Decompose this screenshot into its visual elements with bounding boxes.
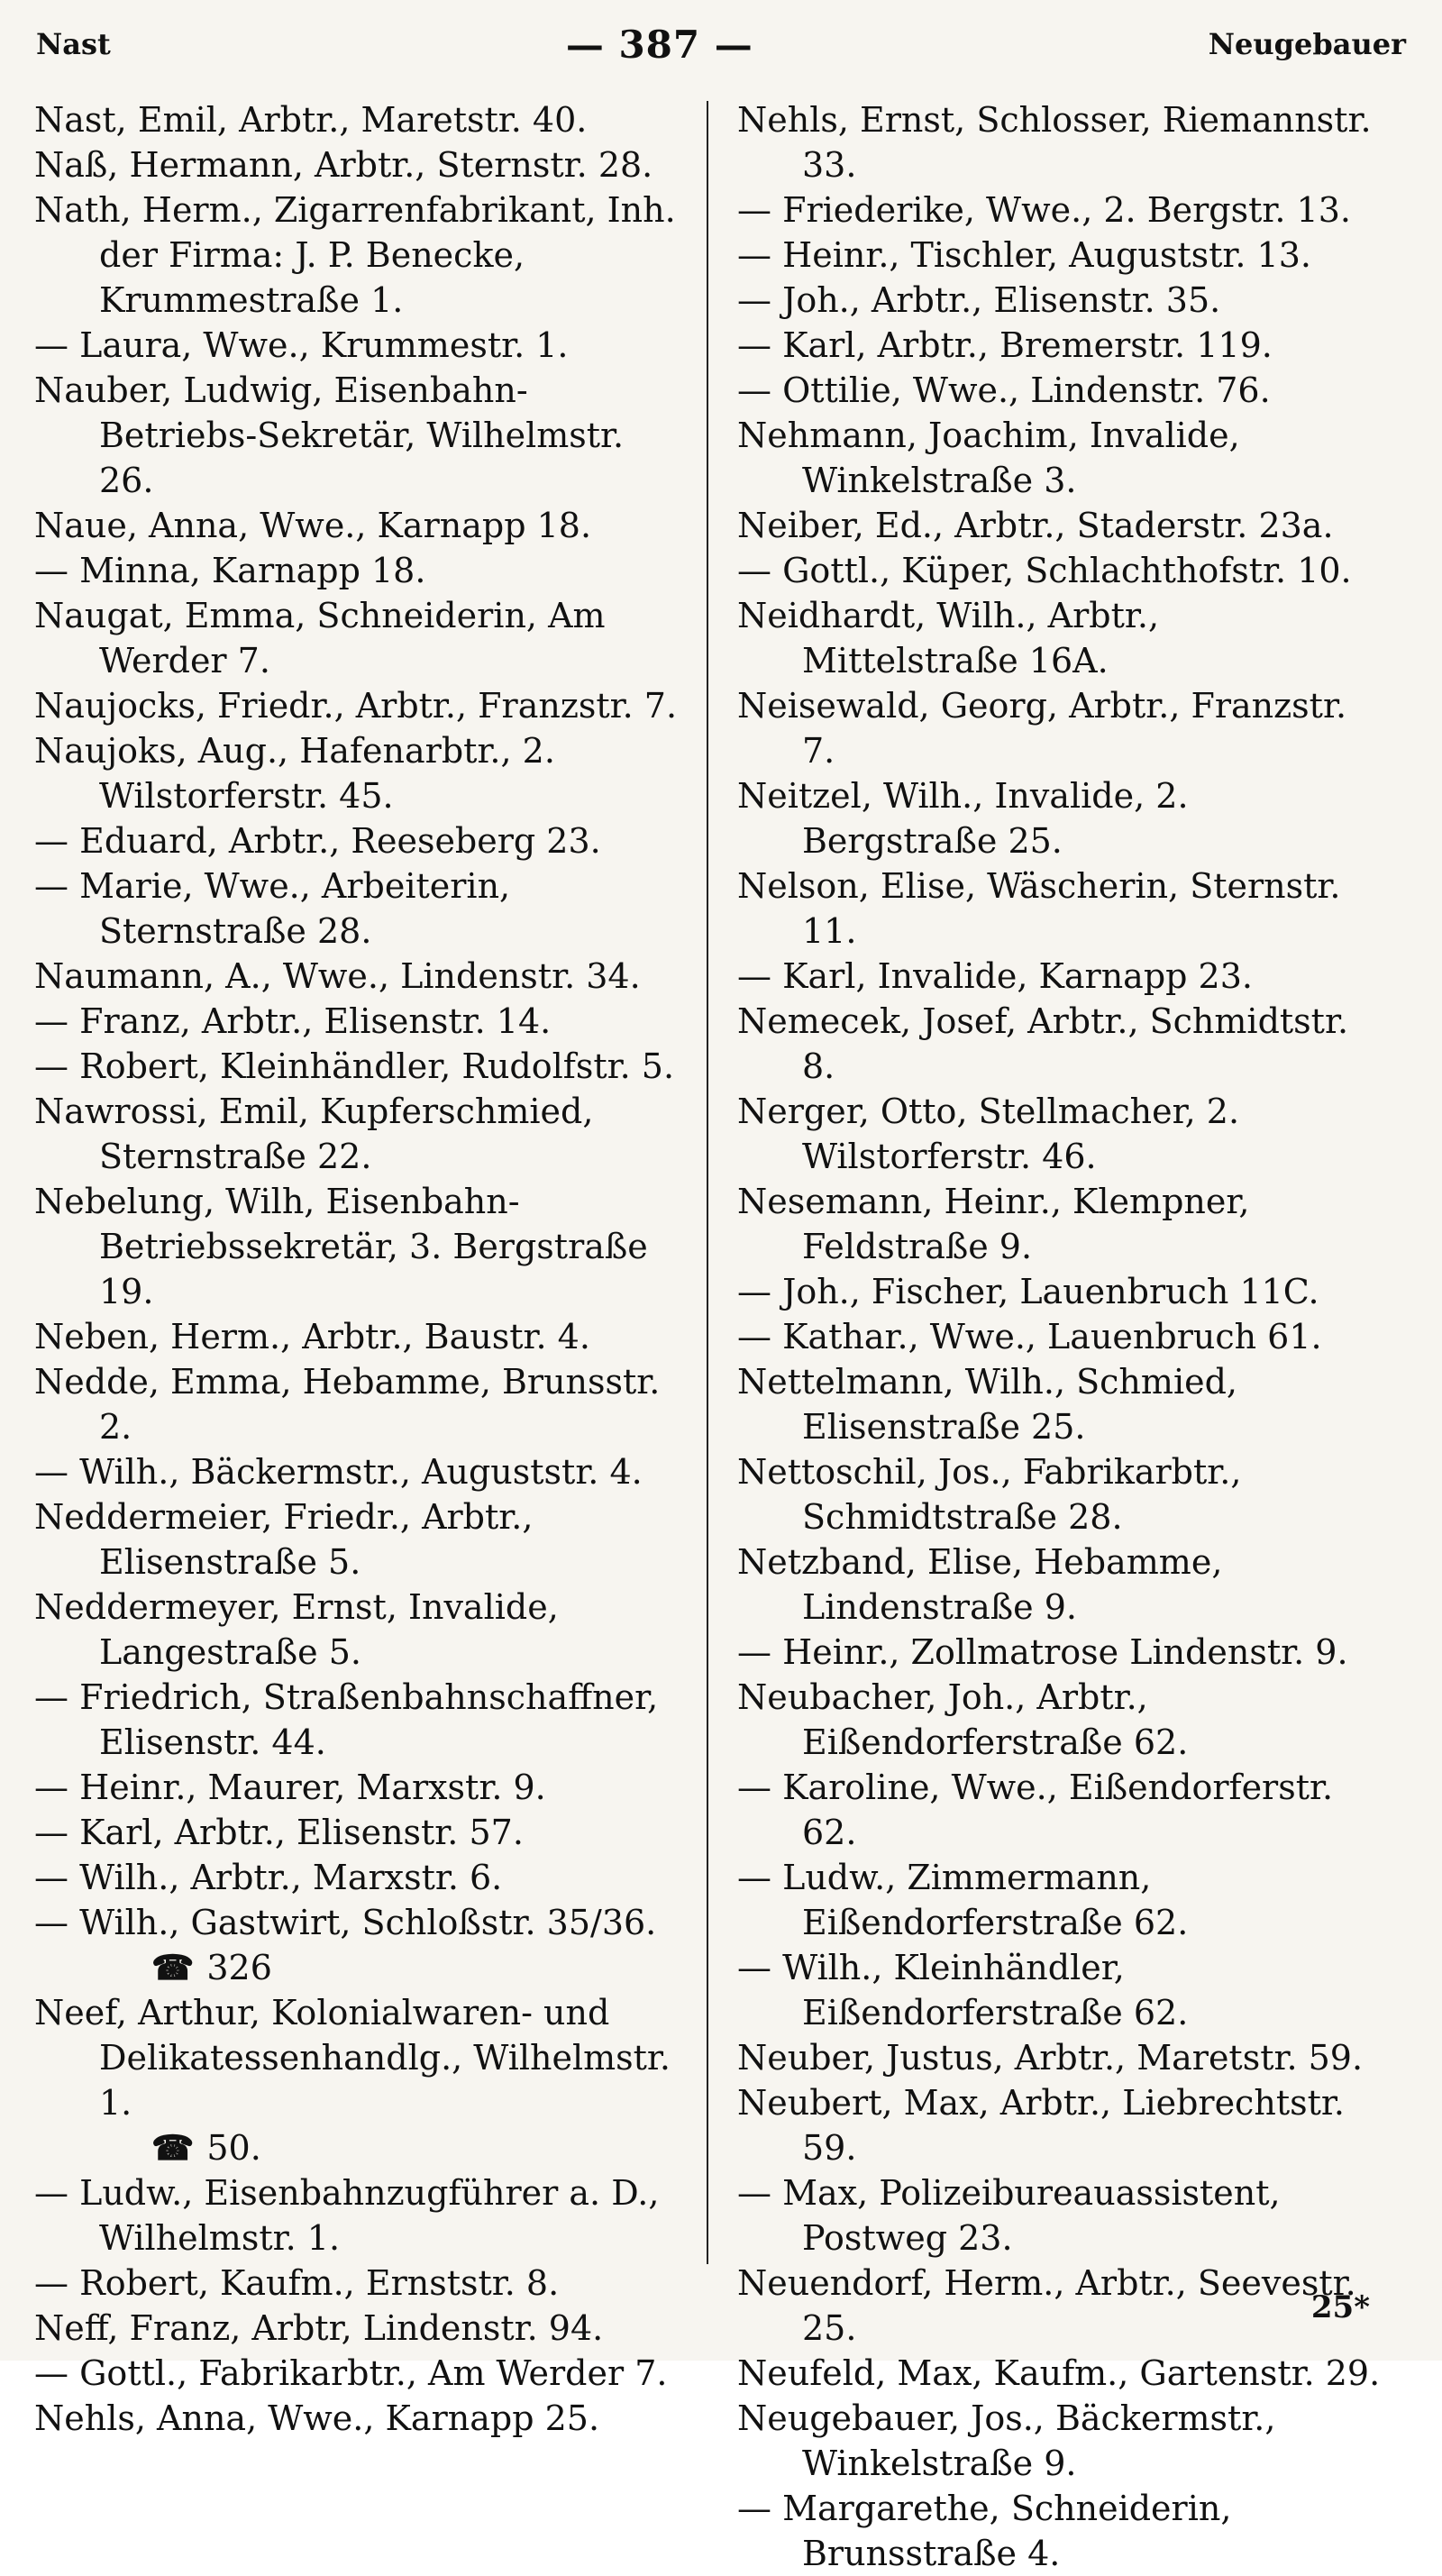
column-divider <box>707 101 708 2264</box>
directory-entry: Neisewald, Georg, Arbtr., Franzstr. 7. <box>737 686 1347 771</box>
directory-entry: — Kathar., Wwe., Lauenbruch 61. <box>737 1317 1322 1357</box>
directory-entry: Nemecek, Josef, Arbtr., Schmidtstr. 8. <box>737 1001 1349 1086</box>
directory-entry: Nebelung, Wilh, Eisenbahn-Betriebssekretär, 3. Bergstraße 19. <box>34 1182 648 1311</box>
entries-columns <box>34 97 1408 2573</box>
directory-entry: Nerger, Otto, Stellmacher, 2. Wilstorferstr. 46. <box>737 1092 1240 1176</box>
directory-entry: — Ludw., Eisenbahnzugführer a. D., Wilhelmstr. 1. <box>34 2173 660 2258</box>
directory-entry: Neuber, Justus, Arbtr., Maretstr. 59. <box>737 2038 1364 2078</box>
directory-entry: Neubert, Max, Arbtr., Liebrechtstr. 59. <box>737 2083 1345 2168</box>
page-header <box>36 13 1406 76</box>
directory-entry: — Wilh., Arbtr., Marxstr. 6. <box>34 1858 503 1897</box>
directory-entry: — Karl, Invalide, Karnapp 23. <box>737 956 1253 996</box>
directory-entry: Neddermeier, Friedr., Arbtr., Elisenstraße 5. <box>34 1497 534 1582</box>
directory-entry: Neufeld, Max, Kaufm., Gartenstr. 29. <box>737 2353 1381 2393</box>
header-right-catchword: Neugebauer <box>1208 27 1406 61</box>
directory-entry: — Eduard, Arbtr., Reeseberg 23. <box>34 821 601 861</box>
directory-entry: Naugat, Emma, Schneiderin, Am Werder 7. <box>34 596 606 681</box>
directory-entry: Nehls, Anna, Wwe., Karnapp 25. <box>34 2398 600 2438</box>
directory-entry: Netzband, Elise, Hebamme, Lindenstraße 9. <box>737 1542 1223 1627</box>
directory-entry: — Heinr., Zollmatrose Lindenstr. 9. <box>737 1632 1348 1672</box>
directory-entry: Naujoks, Aug., Hafenarbtr., 2. Wilstorferstr. 45. <box>34 731 555 816</box>
directory-entry: — Marie, Wwe., Arbeiterin, Sternstraße 28. <box>34 866 511 951</box>
directory-entry: Nettelmann, Wilh., Schmied, Elisenstraße 25. <box>737 1362 1237 1447</box>
directory-entry: — Margarethe, Schneiderin, Brunsstraße 4. <box>737 2489 1232 2573</box>
directory-entry: — Minna, Karnapp 18. <box>34 551 426 590</box>
directory-entry: Naß, Hermann, Arbtr., Sternstr. 28. <box>34 145 653 185</box>
directory-entry: Nehmann, Joachim, Invalide, Winkelstraße 3. <box>737 416 1240 500</box>
directory-entry: — Heinr., Maurer, Marxstr. 9. <box>34 1768 546 1807</box>
telephone-number <box>34 2125 681 2170</box>
header-left-catchword: Nast <box>36 27 111 61</box>
directory-entry: Naumann, A., Wwe., Lindenstr. 34. <box>34 956 641 996</box>
directory-entry: Neubacher, Joh., Arbtr., Eißendorferstraße 62. <box>737 1677 1189 1762</box>
telephone-number-text: 326 <box>206 1948 272 1987</box>
directory-entry: — Gottl., Küper, Schlachthofstr. 10. <box>737 551 1352 590</box>
directory-entry: Neddermeyer, Ernst, Invalide, Langestraße 5. <box>34 1587 559 1672</box>
directory-entry: — Friedrich, Straßenbahnschaffner, Elisenstr. 44. <box>34 1677 659 1762</box>
left-column <box>34 97 692 2438</box>
directory-entry: — Ludw., Zimmermann, Eißendorferstraße 62. <box>737 1858 1189 1942</box>
directory-entry: Nehls, Ernst, Schlosser, Riemannstr. 33. <box>737 100 1372 185</box>
directory-entry: Neef, Arthur, Kolonialwaren- und Delikatessenhandlg., Wilhelmstr. 1. <box>34 1993 671 2123</box>
directory-entry: — Robert, Kaufm., Ernststr. 8. <box>34 2263 560 2303</box>
directory-entry: Neff, Franz, Arbtr, Lindenstr. 94. <box>34 2308 604 2348</box>
directory-entry: Nauber, Ludwig, Eisenbahn-Betriebs-Sekretär, Wilhelmstr. 26. <box>34 370 625 500</box>
directory-entry: — Karl, Arbtr., Elisenstr. 57. <box>34 1813 524 1852</box>
directory-entry: Neuendorf, Herm., Arbtr., Seevestr. 25. <box>737 2263 1356 2348</box>
directory-entry: — Laura, Wwe., Krummestr. 1. <box>34 325 569 365</box>
directory-entry: Nesemann, Heinr., Klempner, Feldstraße 9. <box>737 1182 1250 1266</box>
directory-entry: Neugebauer, Jos., Bäckermstr., Winkelstraße 9. <box>737 2398 1276 2483</box>
directory-entry: — Ottilie, Wwe., Lindenstr. 76. <box>737 370 1271 410</box>
directory-entry: Neitzel, Wilh., Invalide, 2. Bergstraße 25. <box>737 776 1189 861</box>
telephone-icon: ☎ <box>151 2127 195 2168</box>
directory-entry: Naue, Anna, Wwe., Karnapp 18. <box>34 506 592 545</box>
directory-entry: — Friederike, Wwe., 2. Bergstr. 13. <box>737 190 1351 230</box>
signature-mark: 25* <box>1310 2289 1370 2325</box>
right-column <box>723 97 1381 2573</box>
page-number: — 387 — <box>565 22 753 67</box>
directory-entry: — Wilh., Kleinhändler, Eißendorferstraße 62. <box>737 1948 1189 2032</box>
telephone-number <box>34 1945 681 1990</box>
directory-entry: Nast, Emil, Arbtr., Maretstr. 40. <box>34 100 588 140</box>
directory-entry: — Joh., Arbtr., Elisenstr. 35. <box>737 280 1221 320</box>
directory-entry: Nelson, Elise, Wäscherin, Sternstr. 11. <box>737 866 1341 951</box>
telephone-number-text: 50. <box>206 2128 261 2168</box>
directory-entry: — Karoline, Wwe., Eißendorferstr. 62. <box>737 1768 1334 1852</box>
directory-entry: — Wilh., Gastwirt, Schloßstr. 35/36. <box>34 1903 657 1942</box>
directory-entry: Neidhardt, Wilh., Arbtr., Mittelstraße 16A. <box>737 596 1160 681</box>
directory-entry: — Joh., Fischer, Lauenbruch 11C. <box>737 1272 1319 1311</box>
directory-entry: — Wilh., Bäckermstr., Auguststr. 4. <box>34 1452 643 1492</box>
directory-entry: Nettoschil, Jos., Fabrikarbtr., Schmidtstraße 28. <box>737 1452 1242 1537</box>
directory-entry: — Robert, Kleinhändler, Rudolfstr. 5. <box>34 1046 675 1086</box>
directory-entry: — Gottl., Fabrikarbtr., Am Werder 7. <box>34 2353 668 2393</box>
directory-entry: — Franz, Arbtr., Elisenstr. 14. <box>34 1001 552 1041</box>
directory-entry: Neiber, Ed., Arbtr., Staderstr. 23a. <box>737 506 1334 545</box>
directory-entry: — Heinr., Tischler, Auguststr. 13. <box>737 235 1311 275</box>
directory-entry: Naujocks, Friedr., Arbtr., Franzstr. 7. <box>34 686 678 726</box>
directory-entry: — Karl, Arbtr., Bremerstr. 119. <box>737 325 1273 365</box>
directory-entry: Neben, Herm., Arbtr., Baustr. 4. <box>34 1317 590 1357</box>
directory-entry: Nath, Herm., Zigarrenfabrikant, Inh. der Firma: J. P. Benecke, Krummestraße 1. <box>34 190 676 320</box>
telephone-icon: ☎ <box>151 1947 195 1987</box>
directory-entry: Nawrossi, Emil, Kupferschmied, Sternstraße 22. <box>34 1092 594 1176</box>
directory-entry: Nedde, Emma, Hebamme, Brunsstr. 2. <box>34 1362 661 1447</box>
directory-entry: — Max, Polizeibureauassistent, Postweg 23. <box>737 2173 1281 2258</box>
